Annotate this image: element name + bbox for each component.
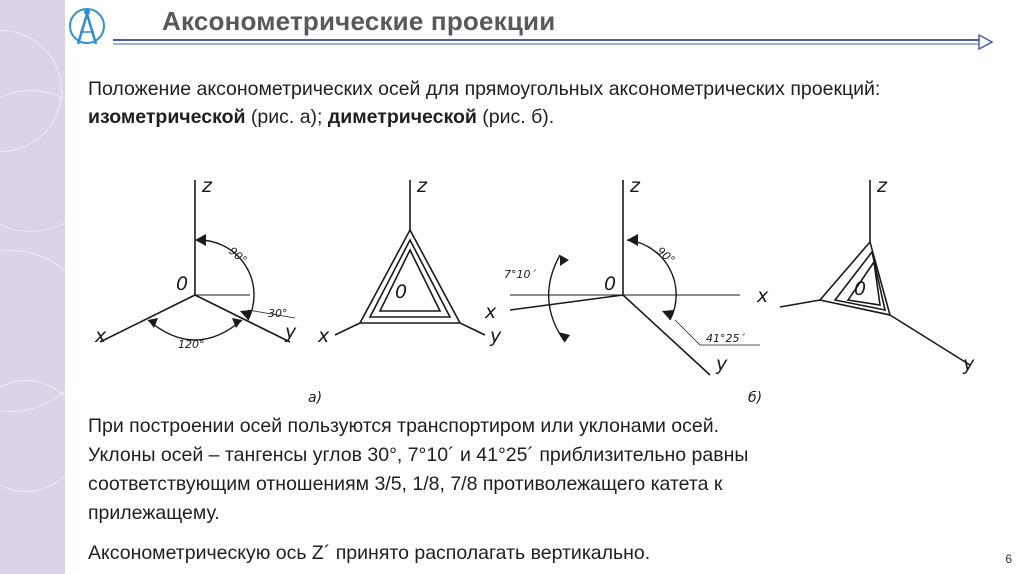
explanation-paragraph <box>88 412 1008 528</box>
fig-a-z-label: z <box>202 175 212 197</box>
fig-a2-origin-label: 0 <box>395 281 408 303</box>
explanation-line-4: прилежащему. <box>88 502 220 524</box>
caption-a: а) <box>308 390 323 406</box>
fig-a-y-label: y <box>285 321 297 343</box>
fig-a-origin-label: 0 <box>176 273 189 295</box>
fig-b-x-label: x <box>485 301 497 323</box>
fig-a2-y-label: y <box>490 325 502 347</box>
intro-iso-term: изометрической <box>88 106 246 128</box>
intro-text-3: (рис. б). <box>476 106 555 128</box>
axonometric-axes-figures <box>80 170 1010 410</box>
intro-text-2: (рис. а); <box>245 106 328 128</box>
fig-a-angle-90: 90° <box>226 244 250 267</box>
fig-b2-z-label: z <box>877 175 887 197</box>
explanation-line-3: соответствующим отношениям 3/5, 1/8, 7/8 противолежащего катета к <box>88 473 723 495</box>
fig-b-angle-7-10: 7°10´ <box>504 268 536 281</box>
fig-b-y-label: y <box>716 353 728 375</box>
fig-b-angle-41-25: 41°25´ <box>706 332 745 345</box>
title-underline-arrow <box>113 34 993 50</box>
fig-a2-z-label: z <box>417 175 427 197</box>
intro-paragraph <box>88 75 1008 131</box>
fig-a-angle-30: 30° <box>268 307 288 320</box>
explanation-line-1: При построении осей пользуются транспортиром или уклонами осей. <box>88 415 720 437</box>
decorative-sidebar <box>0 0 65 574</box>
explanation-line-2: Уклоны осей – тангенсы углов 30°, 7°10´ и 41°25´ приблизительно равны <box>88 444 749 466</box>
page-number: 6 <box>1005 552 1012 566</box>
slide-title: Аксонометрические проекции <box>162 6 556 36</box>
fig-b2-x-label: x <box>757 285 769 307</box>
fig-a-x-label: x <box>95 325 107 347</box>
vertical-axis-note: Аксонометрическую ось Z´ принято располагать вертикально. <box>88 542 651 564</box>
intro-text-1: Положение аксонометрических осей для прямоугольных аксонометрических проекций: <box>88 78 881 100</box>
fig-b-origin-label: 0 <box>604 273 617 295</box>
fig-a-angle-120: 120° <box>178 338 205 351</box>
fig-b-z-label: z <box>630 175 640 197</box>
intro-dim-term: диметрической <box>327 106 477 128</box>
caption-b: б) <box>748 390 763 406</box>
fig-b2-origin-label: 0 <box>854 278 867 300</box>
fig-b-angle-90: 90° <box>654 244 678 267</box>
fig-a2-x-label: x <box>318 325 330 347</box>
compass-logo-icon <box>68 4 106 50</box>
fig-b2-y-label: y <box>963 353 975 375</box>
